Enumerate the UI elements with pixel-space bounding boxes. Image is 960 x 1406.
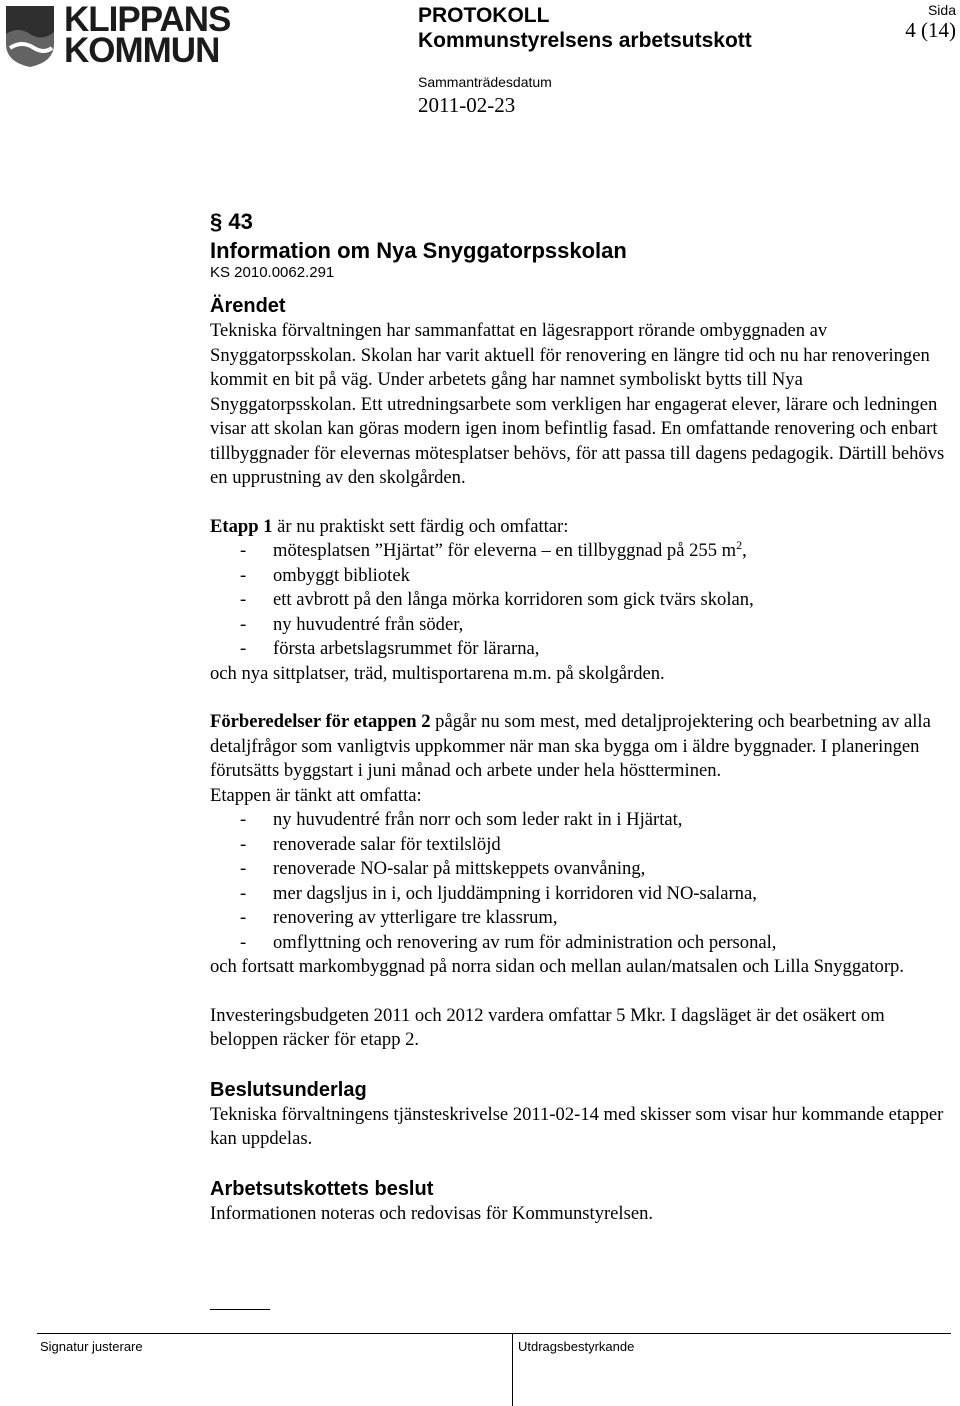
section-number: § 43	[210, 209, 253, 234]
arendet-heading: Ärendet	[210, 295, 286, 317]
list-item: - ny huvudentré från norr och som leder rakt in i Hjärtat,	[210, 808, 950, 833]
footer-rule	[37, 1333, 951, 1334]
etapp2-closing: och fortsatt markombyggnad på norra sidan och mellan aulan/matsalen och Lilla Snyggatorp.	[210, 956, 904, 977]
logo-emblem-icon	[4, 4, 56, 68]
page-label: Sida	[927, 2, 956, 18]
budget-text: Investeringsbudgeten 2011 och 2012 vardera omfattar 5 Mkr. I dagsläget är det osäkert om beloppen räcker för etapp 2.	[210, 1004, 885, 1050]
list-item: - renoverade salar för textilslöjd	[210, 833, 950, 858]
list-item: - mer dagsljus in i, och ljuddämpning i korridoren vid NO-salarna,	[210, 882, 950, 907]
list-item: - ett avbrott på den långa mörka korridoren som gick tvärs skolan,	[210, 588, 950, 613]
meeting-date: 2011-02-23	[418, 93, 516, 117]
committee-name: Kommunstyrelsens arbetsutskott	[418, 29, 752, 52]
etapp1-lead	[210, 515, 950, 540]
etapp1-closing: och nya sittplatser, träd, multisportarena m.m. på skolgården.	[210, 662, 665, 684]
end-rule	[210, 1309, 270, 1310]
logo-line-2: KOMMUN	[64, 31, 220, 70]
list-item: - ombyggt bibliotek	[210, 564, 950, 589]
logo-line-1: KLIPPANS	[64, 0, 231, 39]
list-item: - mötesplatsen ”Hjärtat” för eleverna – en tillbyggnad på 255 $m^2$,	[210, 539, 950, 564]
etapp1-label: Etapp 1	[210, 515, 273, 537]
etapp1-lead-text: är nu praktiskt sett färdig och omfattar:	[272, 515, 569, 537]
protocol-body	[210, 208, 950, 1226]
list-item: - renovering av ytterligare tre klassrum,	[210, 906, 950, 931]
etapp2-intro: Etappen är tänkt att omfatta:	[210, 784, 422, 806]
utdragsbestyrkande: Utdragsbestyrkande	[518, 1339, 635, 1354]
list-item: - omflyttning och renovering av rum för administration och personal,	[210, 931, 950, 956]
beslutsunderlag-heading: Beslutsunderlag	[210, 1078, 367, 1101]
municipality-logo	[4, 0, 231, 70]
beslut-text: Informationen noteras och redovisas för Kommunstyrelsen.	[210, 1202, 654, 1224]
doc-type: PROTOKOLL	[418, 4, 550, 27]
etapp2-lead-text: pågår nu som mest, med detaljprojektering och bearbetning av alla detaljfrågor som vanligtvis uppkommer när man ska bygga om i äldre byggnader. I planeringen förutsätts byggstart i juni månad och arbete under hela höstterminen.	[210, 711, 931, 781]
list-item: - ny huvudentré från söder,	[210, 613, 950, 638]
document-header	[418, 3, 752, 53]
arendet-text: Tekniska förvaltningen har sammanfattat en lägesrapport rörande ombyggnaden av Snyggatorpsskolan. Skolan har varit aktuell för renovering en längre tid och nu har renoveringen kommit en bit på väg. Under arbetets gång har namnet symboliskt bytts till Nya Snyggatorpsskolan. Ett utredningsarbete som verkligen har engagerat elever, lärare och ledningen visar att skolan kan göras modern igen inom befintlig fasad. En omfattande renovering och enbart tillbyggnader för elevernas mötesplatser behövs, för att passa till dagens pedagogik. Därtill behövs en upprustning av den skolgården.	[210, 320, 945, 488]
beslut-heading: Arbetsutskottets beslut	[210, 1177, 434, 1200]
footer-divider	[512, 1333, 513, 1406]
beslutsunderlag-text: Tekniska förvaltningens tjänsteskrivelse 2011-02-14 med skisser som visar hur kommande etapper kan uppdelas.	[210, 1103, 944, 1149]
list-item: - första arbetslagsrummet för lärarna,	[210, 637, 950, 662]
list-item: - renoverade NO-salar på mittskeppets ovanvåning,	[210, 857, 950, 882]
signature-justerare: Signatur justerare	[40, 1339, 143, 1354]
page-number: 4 (14)	[905, 18, 956, 42]
case-reference: KS 2010.0062.291	[210, 264, 335, 281]
etapp2-label: Förberedelser för etappen 2	[210, 711, 431, 732]
meeting-date-label: Sammanträdesdatum	[418, 74, 552, 90]
etapp2-lead	[210, 710, 950, 784]
section-title: Information om Nya Snyggatorpsskolan	[210, 238, 627, 263]
